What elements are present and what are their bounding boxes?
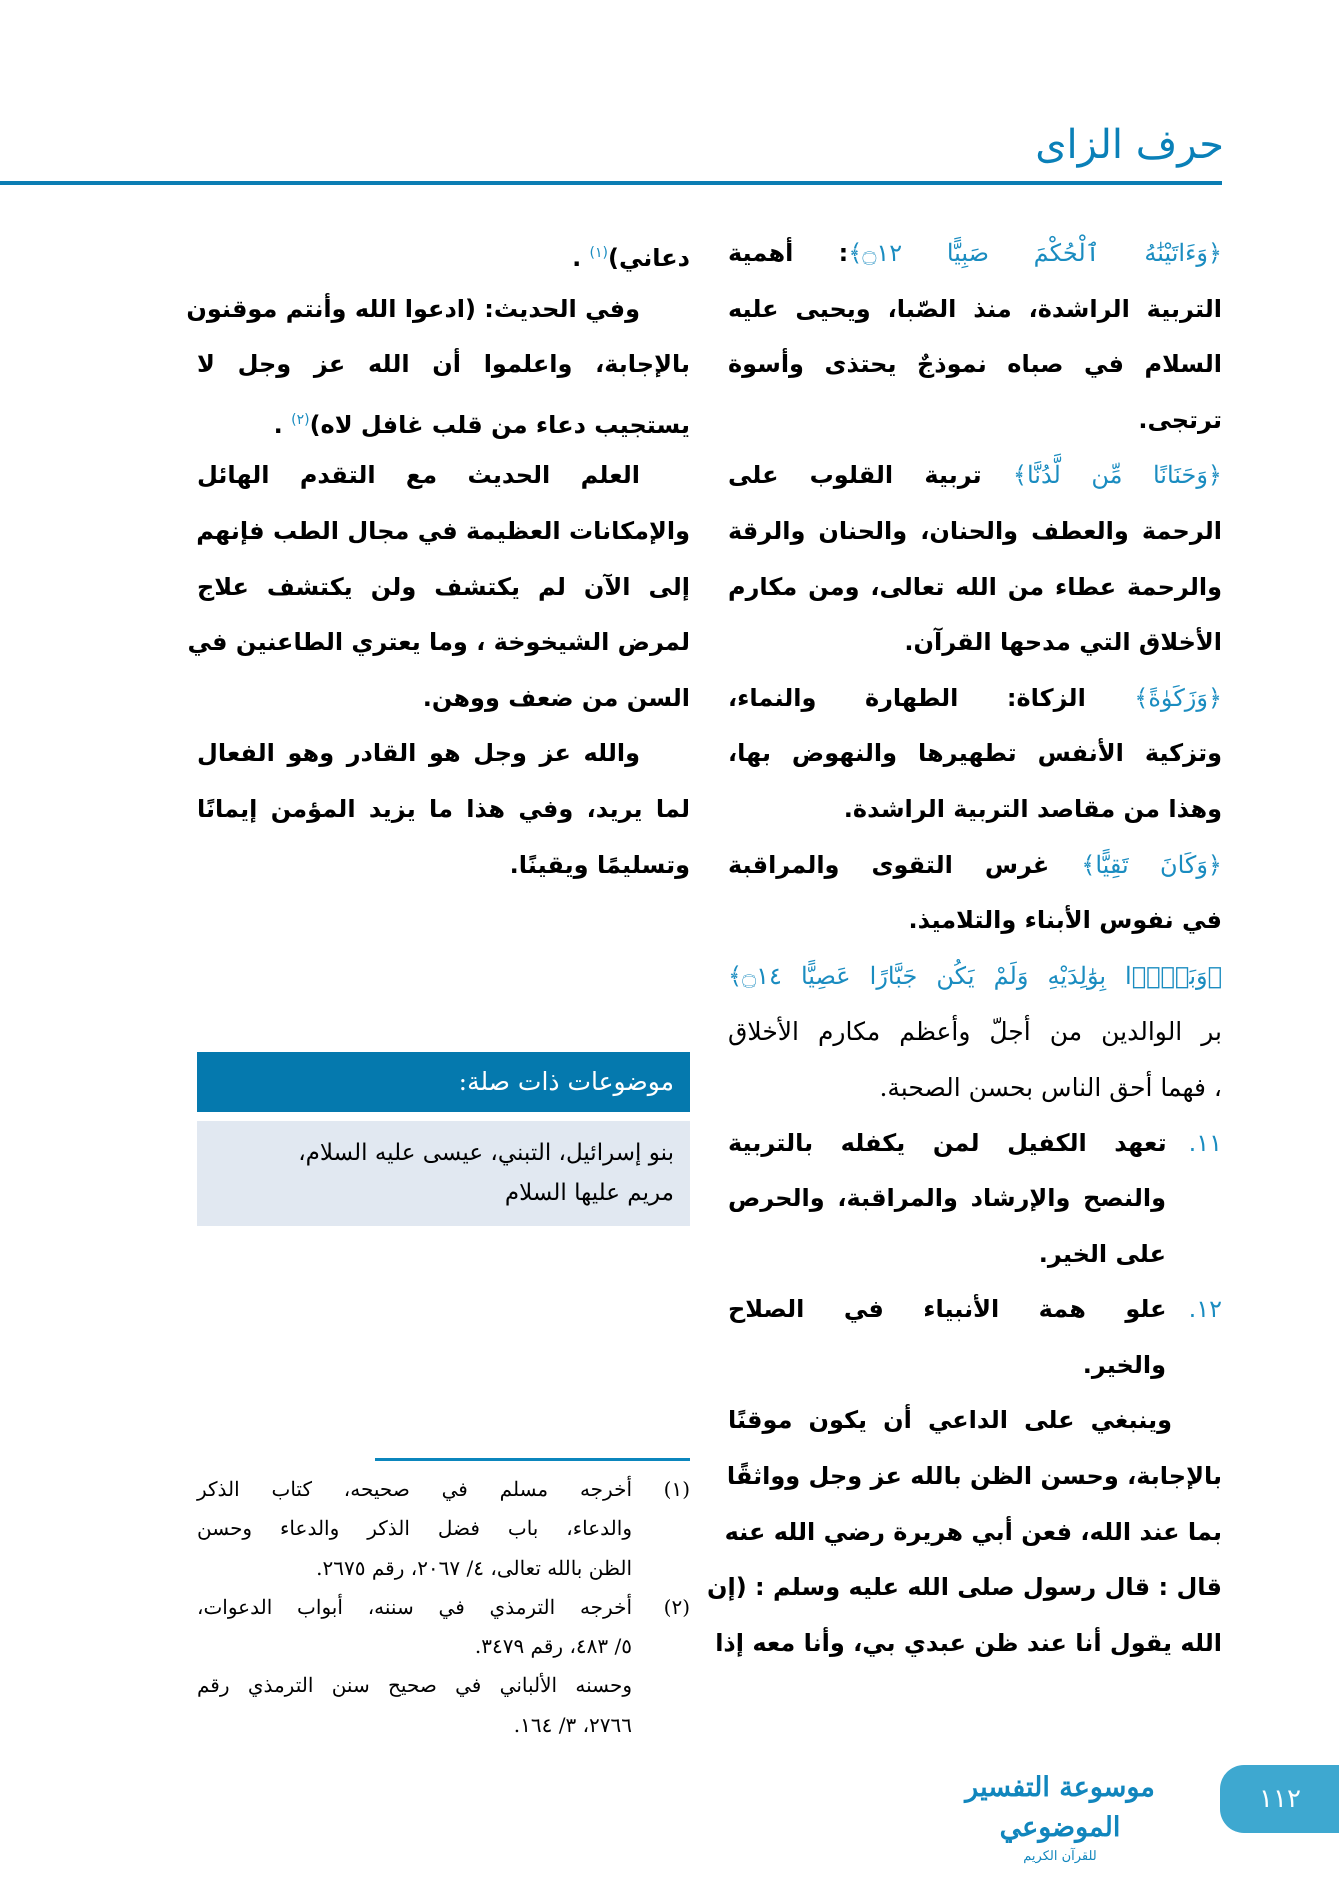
body-text: السلام في صباه نموذجٌ يحتذى وأسوة [728, 350, 1222, 379]
text-line [197, 671, 690, 727]
body-text: قال : قال رسول صلى الله عليه وسلم : (إن [706, 1573, 1222, 1602]
body-text: بالإجابة، واعلموا أن الله عز وجل لا [197, 350, 690, 379]
text-line [728, 1171, 1222, 1227]
text-line [728, 671, 1222, 727]
body-text: إلى الآن لم يكتشف ولن يكتشف علاج [197, 572, 690, 601]
text-line [197, 393, 690, 449]
body-text: وفي الحديث: (ادعوا الله وأنتم موقنون [186, 294, 640, 323]
footnote-text: أخرجه مسلم في صحيحه، كتاب الذكر [197, 1477, 632, 1501]
text-line [728, 615, 1222, 671]
header-divider [0, 181, 1222, 185]
list-number: ١٢. [1188, 1295, 1222, 1324]
footnote-line [197, 1549, 690, 1588]
body-text: الأخلاق التي مدحها القرآن. [904, 628, 1222, 657]
body-text: السن من ضعف ووهن. [422, 683, 690, 712]
body-text: والخير. [1082, 1350, 1166, 1379]
body-text: الله يقول أنا عند ظن عبدي بي، وأنا معه إذا [715, 1628, 1222, 1657]
text-line [728, 949, 1222, 1005]
text-line [197, 726, 690, 782]
text-line [728, 337, 1222, 393]
body-text: تربية القلوب على [728, 461, 1013, 490]
text-line [728, 282, 1222, 338]
text-line [197, 782, 690, 838]
body-text: على الخير. [1038, 1239, 1166, 1268]
related-topics-line[interactable]: مريم عليها السلام [504, 1180, 674, 1206]
body-text: التربية الراشدة، منذ الصّبا، ويحيى عليه [728, 294, 1222, 323]
footnote-divider [375, 1458, 690, 1461]
quran-verse: ﴿وَزَكَوٰةً﴾ [1134, 683, 1222, 712]
footnote-line [197, 1627, 690, 1666]
footnote-text: والدعاء، باب فضل الذكر والدعاء وحسن [197, 1516, 632, 1541]
quran-verse: ﴿وَحَنَانًا مِّن لَّدُنَّا﴾ [1012, 461, 1222, 490]
chapter-title: حرف الزاى [1035, 122, 1224, 168]
text-line [728, 1449, 1222, 1505]
text-line [197, 337, 690, 393]
text-line [715, 1616, 1222, 1672]
quran-verse: ﴿وَكَانَ تَقِيًّا﴾ [1081, 850, 1222, 879]
body-text: والنصح والإرشاد والمراقبة، والحرص [728, 1184, 1166, 1213]
related-topics-heading: موضوعات ذات صلة: [197, 1052, 690, 1112]
encyclopedia-logo [935, 1768, 1185, 1866]
text-line [728, 1393, 1222, 1449]
body-text: غرس التقوى والمراقبة [728, 850, 1082, 879]
text-line [728, 393, 1222, 449]
text-line [197, 838, 690, 894]
text-line [728, 1004, 1222, 1060]
text-line [728, 1338, 1222, 1394]
text-line [197, 226, 690, 282]
text-line [724, 1505, 1222, 1561]
body-text: بر الوالدين من أجلّ وأعظم مكارم الأخلاق [728, 1017, 1222, 1047]
related-topics-line[interactable]: بنو إسرائيل، التبني، عيسى عليه السلام، [298, 1140, 674, 1166]
left-column [186, 226, 690, 893]
body-text: دعاني) [608, 244, 690, 272]
body-text: يستجيب دعاء من قلب غافل لاه) [309, 410, 690, 439]
text-line [706, 1560, 1222, 1616]
footnote-text: الظن بالله تعالى، ٤/ ٢٠٦٧، رقم ٢٦٧٥. [316, 1555, 632, 1580]
related-topics-box [197, 1121, 690, 1226]
footnote-text: وحسنه الألباني في صحيح سنن الترمذي رقم [197, 1673, 632, 1698]
body-text: : أهمية [728, 239, 849, 267]
text-line [728, 226, 1222, 282]
text-line [187, 615, 690, 671]
body-text: والرحمة عطاء من الله تعالى، ومن مكارم [728, 572, 1222, 601]
footnote-ref-link[interactable]: (١) [589, 245, 609, 261]
page-number: ١١٢ [1220, 1765, 1339, 1833]
body-text: . [572, 244, 590, 272]
body-text: والإمكانات العظيمة في مجال الطب فإنهم [196, 516, 690, 545]
body-text: بما عند الله، فعن أبي هريرة رضي الله عنه [724, 1517, 1222, 1546]
footnote-line [197, 1588, 690, 1627]
body-text: وتسليمًا ويقينًا. [509, 850, 690, 879]
text-line [197, 504, 690, 560]
footnote-text: ٥/ ٤٨٣، رقم ٣٤٧٩. [474, 1634, 632, 1659]
body-text: . [273, 410, 292, 439]
body-text: علو همة الأنبياء في الصلاح [728, 1295, 1167, 1324]
text-line [728, 1227, 1222, 1283]
body-text: الرحمة والعطف والحنان، والحنان والرقة [728, 516, 1222, 545]
footnote-number: (٢) [663, 1594, 690, 1619]
footnote-text: ٢٧٦٦، ٣/ ١٦٤. [513, 1712, 632, 1737]
body-text: ترتجى. [1138, 405, 1222, 434]
logo-subtitle: للقرآن الكريم [1023, 1849, 1097, 1864]
logo-title: موسوعة التفسير الموضوعي [965, 1772, 1155, 1843]
quran-verse: ﴿وَبَرًّۢا بِوَٰلِدَيْهِ وَلَمْ يَكُن جَبَّارًا عَصِيًّا ۝١٤﴾ [728, 961, 1222, 990]
body-text: وينبغي على الداعي أن يكون موقنًا [728, 1406, 1172, 1435]
text-line [728, 504, 1222, 560]
text-line [728, 1060, 1222, 1116]
body-text: وهذا من مقاصد التربية الراشدة. [843, 794, 1222, 823]
body-text: بالإجابة، وحسن الظن بالله عز وجل وواثقًا [726, 1462, 1222, 1491]
text-line [728, 1116, 1222, 1172]
footnote-line [197, 1470, 690, 1509]
text-line [197, 448, 690, 504]
body-text: العلم الحديث مع التقدم الهائل [197, 461, 640, 490]
footnote-line [197, 1666, 690, 1705]
quran-verse: ﴿وَءَاتَيْنَٰهُ ٱلْحُكْمَ صَبِيًّا ۝١٢﴾ [848, 239, 1223, 267]
text-line [728, 448, 1222, 504]
text-line [728, 560, 1222, 616]
text-line [728, 1282, 1222, 1338]
body-text: ، فهما أحق الناس بحسن الصحبة. [879, 1072, 1222, 1102]
text-line [197, 560, 690, 616]
footnote-text: أخرجه الترمذي في سننه، أبواب الدعوات، [197, 1594, 632, 1619]
text-line [728, 893, 1222, 949]
body-text: لما يريد، وفي هذا ما يزيد المؤمن إيمانًا [197, 794, 690, 823]
body-text: لمرض الشيخوخة ، وما يعتري الطاعنين في [187, 628, 690, 657]
list-number: ١١. [1188, 1128, 1222, 1157]
body-text: الزكاة: الطهارة والنماء، [728, 683, 1135, 712]
body-text: وتزكية الأنفس تطهيرها والنهوض بها، [728, 739, 1222, 768]
text-line [728, 726, 1222, 782]
text-line [728, 782, 1222, 838]
body-text: تعهد الكفيل لمن يكفله بالتربية [728, 1128, 1167, 1157]
footnote-line [197, 1706, 690, 1745]
footnote-number: (١) [663, 1477, 690, 1501]
footnotes [197, 1470, 690, 1745]
footnote-line [197, 1509, 690, 1548]
right-column [706, 226, 1223, 1671]
body-text: والله عز وجل هو القادر وهو الفعال [197, 739, 640, 768]
footnote-ref-link[interactable]: (٢) [291, 411, 310, 428]
text-line [186, 282, 690, 338]
text-line [728, 838, 1222, 894]
body-text: في نفوس الأبناء والتلاميذ. [908, 906, 1222, 935]
